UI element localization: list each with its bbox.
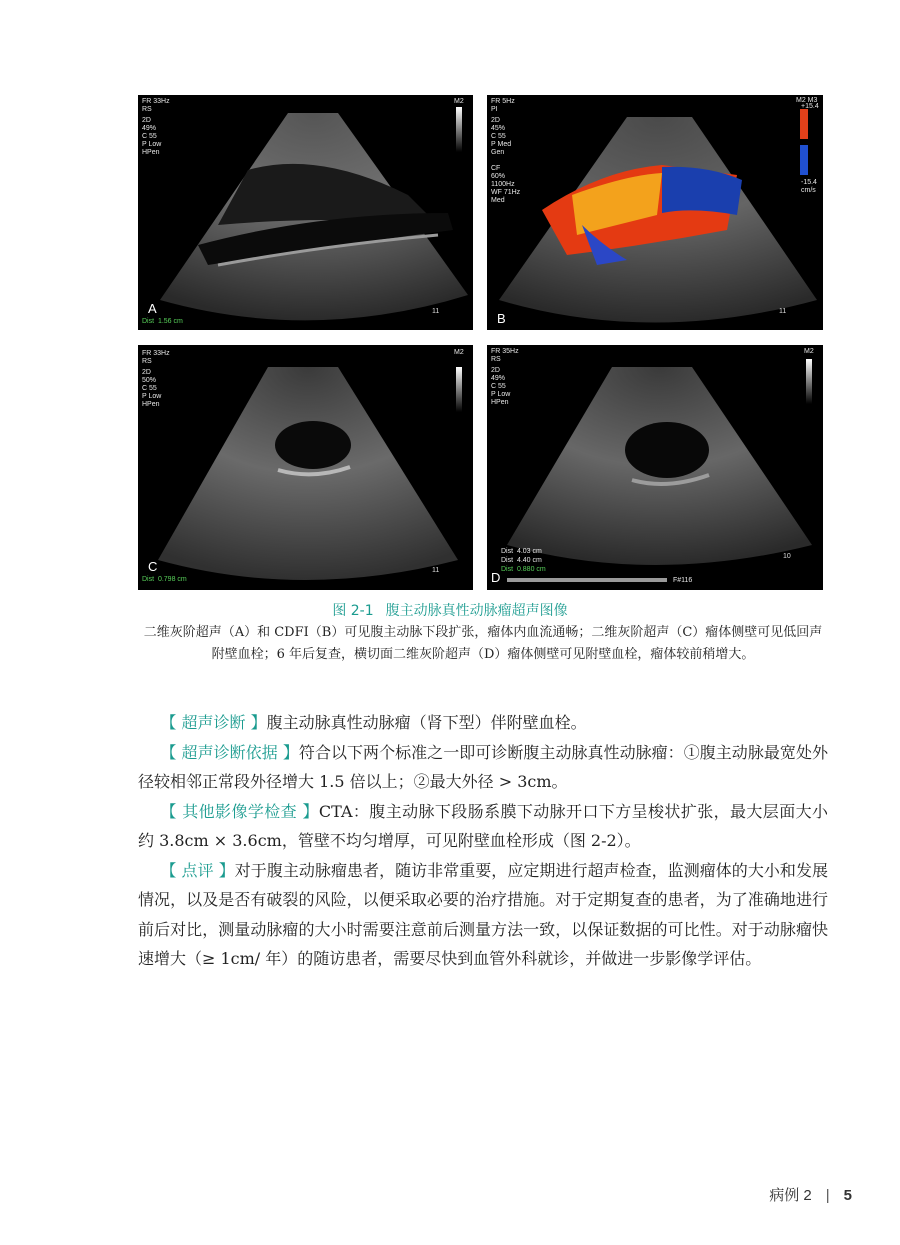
ultrasound-panel-c bbox=[138, 345, 473, 590]
section-text: 对于腹主动脉瘤患者，随访非常重要，应定期进行超声检查，监测瘤体的大小和发展情况，以及是否有破裂的风险，以便采取必要的治疗措施。对于定期复查的患者，为了准确地进行前后对比，测量动脉瘤的大小时需要注意前后测量方法一致，以保证数据的可比性。对于动脉瘤快速增大（≥ 1cm/ 年）的随访患者，需要尽快到血管外科就诊，并做进一步影像学评估。 bbox=[138, 860, 828, 968]
panel-marker: M2 bbox=[454, 98, 464, 105]
panel-header: FR 33Hz RS bbox=[142, 98, 170, 113]
section-diagnosis bbox=[138, 708, 828, 738]
ultrasound-image-c bbox=[138, 345, 473, 590]
depth-label: 11 bbox=[432, 567, 440, 574]
velocity-scale-min: -15.4 cm/s bbox=[801, 179, 817, 194]
panel-marker: M2 bbox=[454, 349, 464, 356]
velocity-scale-max: +15.4 bbox=[801, 103, 819, 110]
section-text: 腹主动脉真性动脉瘤（肾下型）伴附壁血栓。 bbox=[266, 713, 587, 732]
section-comment bbox=[138, 856, 828, 974]
panel-header: FR 33Hz RS bbox=[142, 350, 170, 365]
figure-caption: 二维灰阶超声（A）和 CDFI（B）可见腹主动脉下段扩张，瘤体内血流通畅；二维灰阶超声（C）瘤体侧壁可见低回声附壁血栓；6 年后复查，横切面二维灰阶超声（D）瘤体侧壁可见附壁血栓，瘤体较前稍增大。 bbox=[143, 625, 823, 662]
measurement-readout: Dist 4.03 cm bbox=[501, 548, 542, 555]
section-heading: 【 超声诊断 】 bbox=[160, 713, 267, 732]
greyscale-bar bbox=[456, 107, 462, 152]
section-heading: 【 超声诊断依据 】 bbox=[160, 742, 299, 762]
panel-header: FR 35Hz RS bbox=[491, 348, 519, 363]
section-basis bbox=[138, 738, 828, 797]
figure-number: 图 2-1 bbox=[332, 603, 374, 619]
footer-separator: | bbox=[825, 1187, 830, 1204]
depth-label: 11 bbox=[779, 308, 787, 315]
frame-number: F#116 bbox=[673, 577, 693, 584]
ultrasound-panel-b bbox=[487, 95, 823, 330]
panel-params: 2D 49% C 55 P Low HPen bbox=[491, 367, 511, 406]
chapter-label: 病例 2 bbox=[769, 1187, 812, 1204]
measurement-readout: Dist 4.40 cm bbox=[501, 557, 542, 564]
measurement-readout: Dist 0.880 cm bbox=[501, 566, 546, 573]
panel-letter: D bbox=[491, 570, 501, 585]
panel-params: 2D 45% C 55 P Med Gen CF 60% 1100Hz WF 71Hz Med bbox=[491, 117, 521, 204]
ultrasound-image-b bbox=[487, 95, 823, 330]
section-text: CTA：腹主动脉下段肠系膜下动脉开口下方呈梭状扩张，最大层面大小约 3.8cm × 3.6cm，管壁不均匀增厚，可见附壁血栓形成（图 2-2）。 bbox=[138, 801, 828, 850]
depth-label: 11 bbox=[432, 308, 440, 315]
panel-letter: B bbox=[497, 311, 506, 326]
panel-params: 2D 50% C 55 P Low HPen bbox=[142, 369, 162, 408]
body-text bbox=[138, 708, 828, 974]
measurement-readout: Dist 1.56 cm bbox=[142, 318, 183, 325]
panel-header: FR 5Hz PI bbox=[491, 98, 515, 113]
ultrasound-panel-a bbox=[138, 95, 473, 330]
panel-params: 2D 49% C 55 P Low HPen bbox=[142, 117, 162, 156]
section-heading: 【 其他影像学检查 】 bbox=[160, 801, 319, 821]
section-heading: 【 点评 】 bbox=[160, 860, 235, 880]
ultrasound-image-a bbox=[138, 95, 473, 330]
page-number: 5 bbox=[843, 1187, 852, 1204]
panel-marker: M2 M3 bbox=[796, 97, 818, 104]
panel-letter: A bbox=[148, 301, 157, 316]
panel-marker: M2 bbox=[804, 348, 814, 355]
ultrasound-panel-d bbox=[487, 345, 823, 590]
greyscale-bar bbox=[806, 359, 812, 404]
section-text: 符合以下两个标准之一即可诊断腹主动脉真性动脉瘤：①腹主动脉最宽处外径较相邻正常段外径增大 1.5 倍以上；②最大外径 > 3cm。 bbox=[138, 742, 828, 791]
figure-title-text: 腹主动脉真性动脉瘤超声图像 bbox=[385, 603, 568, 619]
depth-label: 10 bbox=[783, 553, 791, 560]
measurement-readout: Dist 0.798 cm bbox=[142, 576, 187, 583]
greyscale-bar bbox=[456, 367, 462, 412]
figure-title bbox=[0, 600, 900, 620]
panel-letter: C bbox=[148, 559, 158, 574]
page-footer bbox=[769, 1184, 852, 1205]
section-other-imaging bbox=[138, 797, 828, 856]
